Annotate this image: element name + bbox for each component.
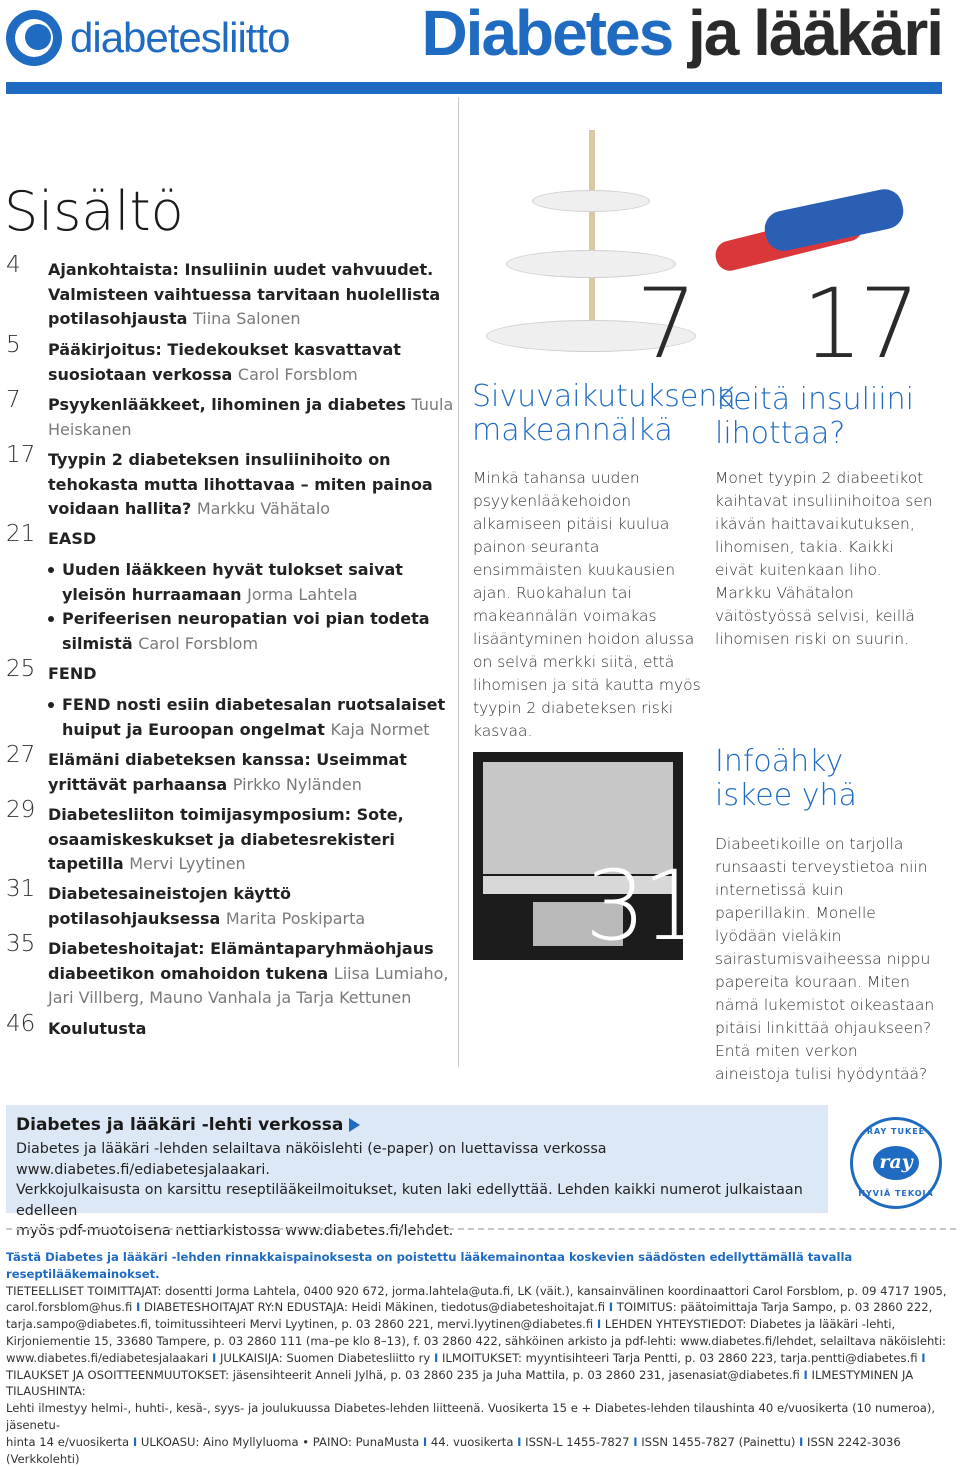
toc-subitem-author: Jorma Lahtela xyxy=(247,584,358,604)
toc-item[interactable] xyxy=(6,876,456,931)
toc-page-number: 17 xyxy=(6,442,36,468)
colophon-part: hinta 14 e/vuosikerta xyxy=(6,1434,130,1449)
colophon-notice: Tästä Diabetes ja lääkäri -lehden rinnakkaispainoksesta on poistettu lääkemainontaa koskevien säädösten edellyttämällä tavalla reseptilääkemainokset. xyxy=(6,1250,853,1281)
toc-subitem[interactable] xyxy=(48,693,448,742)
colophon-part: JULKAISIJA: Suomen Diabetesliitto ry xyxy=(219,1350,431,1365)
online-box-text xyxy=(16,1139,818,1242)
bullet-icon xyxy=(48,567,54,573)
toc-subitem-title: Perifeerisen neuropatian voi pian todeta silmistä xyxy=(62,609,430,653)
toc-subitem-title: Uuden lääkkeen hyvät tulokset saivat yleisön hurraamaan xyxy=(62,560,403,604)
toc-title: Diabeteshoitajat: Elämäntaparyhmäohjaus diabeetikon omahoidon tukena xyxy=(48,939,434,983)
article-title-line: Infoähky xyxy=(715,744,844,779)
toc-page-number: 5 xyxy=(6,332,21,358)
toc-title: Pääkirjoitus: Tiedekoukset kasvattavat suosiotaan verkossa xyxy=(48,340,401,384)
online-box-title-text: Diabetes ja lääkäri -lehti verkossa xyxy=(16,1115,344,1135)
toc-author: Tuula Heiskanen xyxy=(48,395,454,439)
colophon-part: TILAUKSET JA OSOITTEENMUUTOKSET: jäsensihteerit Anneli Jylhä, p. 03 2860 235 ja Juha Mattila, p. 03 2860 231, jasenasiat@diabetes.fi xyxy=(6,1367,800,1382)
colophon-line: TIETEELLISET TOIMITTAJAT: dosentti Jorma Lahtela, 0400 920 672, jorma.lahtela@uta.fi, LK (väit.), kansainvälinen koordinaattori Carol Forsblom, p. 09 4717 1905, xyxy=(6,1283,947,1298)
dashed-divider xyxy=(6,1228,956,1230)
toc-title: Tyypin 2 diabeteksen insuliinihoito on tehokasta mutta lihottavaa – miten painoa voidaan hallita? xyxy=(48,450,433,518)
toc-subitem-author: Kaja Normet xyxy=(330,719,430,739)
toc-title: Elämäni diabeteksen kanssa: Useimmat yrittävät parhaansa xyxy=(48,750,407,794)
article-title[interactable] xyxy=(472,380,736,448)
badge-mid-text: ray xyxy=(873,1146,919,1180)
article-summary: Minkä tahansa uuden psyykenlääkehoidon alkamiseen pitäisi kuulua painon seuranta ensimmäisten kuukausien ajan. Ruokahalun tai makeannälän voimakas lisääntyminen hoidon alussa on selvä merkki siitä, että lihomisen ja sitä kautta myös tyypin 2 diabeteksen riski kasvaa. xyxy=(473,469,701,740)
colophon-part: ISSN-L 1455-7827 xyxy=(525,1434,630,1449)
colophon-part: ILMESTYMINEN JA TILAUSHINTA: xyxy=(6,1367,914,1399)
masthead-title xyxy=(421,0,942,70)
colophon-part: ISSN 2242-3036 (Verkkolehti) xyxy=(6,1434,901,1466)
toc-title: Ajankohtaista: Insuliinin uudet vahvuudet. Valmisteen vaihtuessa tarvitaan huolellista potilasohjausta xyxy=(48,260,441,328)
toc-title: Koulutusta xyxy=(48,1019,147,1038)
article-title-line: makeannälkä xyxy=(472,413,673,448)
colophon-part: ILMOITUKSET: myyntisihteeri Tarja Pentti, p. 03 2860 223, tarja.pentti@diabetes.fi xyxy=(441,1350,918,1365)
toc-author: Marita Poskiparta xyxy=(225,908,366,928)
colophon-part: ULKOASU: Aino Myllyluoma • PAINO: PunaMusta xyxy=(140,1434,420,1449)
article-page-number: 7 xyxy=(636,268,694,380)
header-bar xyxy=(6,82,942,94)
logo-icon xyxy=(6,10,62,66)
article-title-line: Keitä insuliini xyxy=(715,382,914,417)
badge-bottom-text: HYVIÄ TEKOJA xyxy=(858,1189,934,1198)
article-title[interactable] xyxy=(715,745,857,813)
masthead-rest: ja lääkäri xyxy=(688,0,942,69)
colophon-line: Lehti ilmestyy helmi-, huhti-, kesä-, syys- ja joulukuussa Diabetes-lehden liitteenä. Vuosikerta 15 e + Diabetes-lehden tilaushinta 40 e/vuosikerta (10 numeroa), jäsenetu- xyxy=(6,1401,936,1432)
toc-page-number: 35 xyxy=(6,931,36,957)
online-box-line: myös pdf-muotoisena nettiarkistossa www.diabetes.fi/lehdet. xyxy=(16,1223,454,1239)
arrow-right-icon xyxy=(349,1118,360,1132)
colophon-part: carol.forsblom@hus.fi xyxy=(6,1300,133,1315)
toc-item[interactable] xyxy=(6,252,456,332)
toc-author: Mervi Lyytinen xyxy=(129,854,246,873)
toc-item[interactable] xyxy=(6,931,456,1011)
badge-top-text: RAY TUKEE xyxy=(866,1127,926,1136)
bullet-icon xyxy=(48,702,54,708)
colophon-part: TOIMITUS: päätoimittaja Tarja Sampo, p. 03 2860 222, xyxy=(616,1300,933,1315)
article-page-number: 17 xyxy=(802,268,917,380)
diabetesliitto-logo xyxy=(6,8,289,68)
column-divider xyxy=(458,97,459,1067)
colophon-line: TILAUKSET JA OSOITTEENMUUTOKSET: jäsensihteerit Anneli Jylhä, p. 03 2860 235 ja Juha Mattila, p. 03 2860 231, jasenasiat@diabetes.fi I ILMESTYMINEN JA TILAUSHINTA: xyxy=(6,1367,914,1399)
colophon-part: tarja.sampo@diabetes.fi, toimitussihteeri Mervi Lyytinen, p. 03 2860 221, mervi.lyytinen@diabetes.fi xyxy=(6,1317,594,1332)
toc-item[interactable] xyxy=(6,387,456,442)
toc-page-number: 46 xyxy=(6,1011,36,1037)
article-title-line: Sivuvaikutuksena xyxy=(472,379,736,414)
colophon-part: DIABETESHOITAJAT RY:N EDUSTAJA: Heidi Mäkinen, tiedotus@diabeteshoitajat.fi xyxy=(143,1300,606,1315)
colophon-part: www.diabetes.fi/ediabetesjalaakari xyxy=(6,1350,209,1365)
article-title[interactable] xyxy=(715,383,914,451)
toc-subitem-title: FEND nosti esiin diabetesalan ruotsalaiset huiput ja Euroopan ongelmat xyxy=(62,695,446,739)
contents-heading: Sisältö xyxy=(4,180,184,243)
toc-item[interactable] xyxy=(6,656,456,687)
toc-item[interactable] xyxy=(6,442,456,522)
colophon xyxy=(6,1249,956,1467)
toc-page-number: 29 xyxy=(6,797,36,823)
toc-author: Carol Forsblom xyxy=(237,364,358,384)
toc-item[interactable] xyxy=(6,742,456,797)
toc-title: Diabetesaineistojen käyttö potilasohjauksessa xyxy=(48,884,292,928)
online-info-box xyxy=(6,1105,828,1239)
toc-subitem[interactable] xyxy=(48,558,448,607)
masthead-main: Diabetes xyxy=(421,0,688,69)
toc-title: Psyykenlääkkeet, lihominen ja diabetes xyxy=(48,395,406,414)
toc-title: EASD xyxy=(48,529,97,548)
toc-subitem-author: Carol Forsblom xyxy=(138,633,259,653)
toc-title: FEND xyxy=(48,664,97,683)
ray-badge-logo xyxy=(850,1117,942,1209)
toc-page-number: 21 xyxy=(6,521,36,547)
article-summary: Diabeetikoille on tarjolla runsaasti terveystietoa niin internetissä kuin paperillakin. Monelle lyödään vieläkin sairastumisvaiheessa nippu papereita kouraan. Miten nämä lukemistot oikeastaan pitäisi linkittää ohjaukseen? Entä miten verkon aineistoja tulisi hyödyntää? xyxy=(715,835,935,1083)
article-summary: Monet tyypin 2 diabeetikot kaihtavat insuliinihoitoa sen ikävän haittavaikutuksen, lihomisen, takia. Kaikki eivät kuitenkaan liho. Markku Vähätalon väitöstyössä selvisi, keillä lihomisen riski on suurin. xyxy=(715,469,933,648)
toc-author: Pirkko Nyländen xyxy=(232,774,362,794)
colophon-line: carol.forsblom@hus.fi I DIABETESHOITAJAT RY:N EDUSTAJA: Heidi Mäkinen, tiedotus@diabeteshoitajat.fi I TOIMITUS: päätoimittaja Tarja Sampo, p. 03 2860 222, xyxy=(6,1300,933,1315)
toc-page-number: 7 xyxy=(6,387,21,413)
toc-title: Diabetesliiton toimijasymposium: Sote, osaamiskeskukset ja diabetesrekisteri tapetilla xyxy=(48,805,404,873)
logo-text: diabetesliitto xyxy=(70,14,290,61)
toc-page-number: 25 xyxy=(6,656,36,682)
colophon-line: tarja.sampo@diabetes.fi, toimitussihteeri Mervi Lyytinen, p. 03 2860 221, mervi.lyytinen@diabetes.fi I LEHDEN YHTEYSTIEDOT: Diabetes ja lääkäri -lehti, xyxy=(6,1317,896,1332)
colophon-line: www.diabetes.fi/ediabetesjalaakari I JULKAISIJA: Suomen Diabetesliitto ry I ILMOITUKSET: myyntisihteeri Tarja Pentti, p. 03 2860 223, tarja.pentti@diabetes.fi I xyxy=(6,1350,926,1365)
colophon-part: ISSN 1455-7827 (Painettu) xyxy=(641,1434,796,1449)
toc-item[interactable] xyxy=(6,797,456,877)
toc-item[interactable] xyxy=(6,332,456,387)
article-title-line: lihottaa? xyxy=(715,416,846,451)
bullet-icon xyxy=(48,616,54,622)
toc-page-number: 27 xyxy=(6,742,36,768)
online-box-title xyxy=(16,1115,818,1135)
toc-item[interactable] xyxy=(6,521,456,552)
online-box-line: Diabetes ja lääkäri -lehden selailtava näköislehti (e-paper) on luettavissa verkossa www.diabetes.fi/ediabetesjalaakari. xyxy=(16,1141,607,1178)
toc-page-number: 31 xyxy=(6,876,36,902)
toc-subitem[interactable] xyxy=(48,607,448,656)
toc-author: Tiina Salonen xyxy=(192,309,301,328)
toc-author: Liisa Lumiaho, Jari Villberg, Mauno Vanhala ja Tarja Kettunen xyxy=(48,963,449,1007)
colophon-part: LEHDEN YHTEYSTIEDOT: Diabetes ja lääkäri -lehti, xyxy=(604,1317,896,1332)
toc-item[interactable] xyxy=(6,1011,456,1042)
online-box-line: Verkkojulkaisusta on karsittu reseptilääkeilmoitukset, kuten laki edellyttää. Lehden kaikki numerot julkaistaan edelleen xyxy=(16,1182,803,1219)
toc-page-number: 4 xyxy=(6,252,21,278)
article-title-line: iskee yhä xyxy=(715,778,857,813)
toc-author: Markku Vähätalo xyxy=(196,499,331,518)
colophon-line: Kirjoniementie 15, 33680 Tampere, p. 03 2860 111 (ma–pe klo 8–13), f. 03 2860 422, sähköinen arkisto ja pdf-lehti: www.diabetes.fi/lehdet, selailtava näköislehti: xyxy=(6,1333,946,1348)
article-page-number: 31 xyxy=(585,850,700,962)
colophon-line: hinta 14 e/vuosikerta I ULKOASU: Aino Myllyluoma • PAINO: PunaMusta I 44. vuosikerta I ISSN-L 1455-7827 I ISSN 1455-7827 (Painettu) I ISSN 2242-3036 (Verkkolehti) xyxy=(6,1434,901,1466)
colophon-part: 44. vuosikerta xyxy=(430,1434,514,1449)
